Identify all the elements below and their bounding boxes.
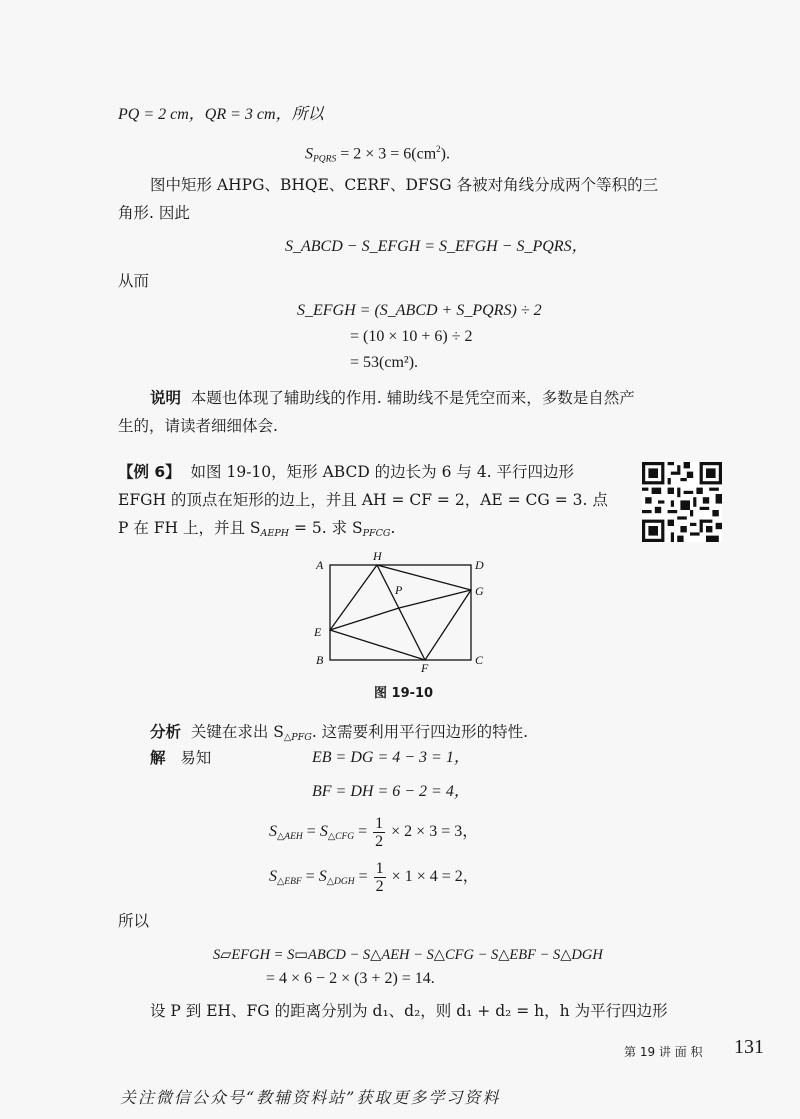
paragraph-rectangles-line2: 角形. 因此 — [118, 204, 190, 222]
label-b: B — [316, 653, 324, 667]
note-label: 说明 — [150, 389, 182, 407]
label-d: D — [475, 558, 484, 572]
fraction-one-half-2: $\frac{1}{2}$ — [375, 859, 384, 895]
label-g: G — [475, 584, 484, 598]
figure-caption: 图 19-10 — [374, 686, 434, 701]
label-p: P — [395, 583, 403, 597]
label-f: F — [421, 661, 429, 675]
fraction-one-half: $\frac{1}{2}$ — [375, 814, 384, 850]
last-line: 设 P 到 EH、FG 的距离分别为 d₁、d₂，则 d₁ + d₂ = h，h 为平行四边形 — [150, 1002, 668, 1020]
text-so: 所以 — [118, 912, 150, 930]
label-a: A — [316, 558, 324, 572]
analysis-label: 分析 — [150, 723, 182, 741]
eq-area-difference: S_ABCD − S_EFGH = S_EFGH − S_PQRS， — [285, 238, 588, 255]
eq-sefgh-3: = 53(cm²). — [350, 354, 419, 371]
note-line1: 说明 本题也体现了辅助线的作用. 辅助线不是凭空而来，多数是自然产 — [150, 389, 635, 407]
label-h: H — [373, 549, 382, 563]
text-therefore: 从而 — [118, 272, 150, 290]
eq-sefgh-1: S_EFGH = (S_ABCD + S_PQRS) ÷ 2 — [297, 302, 542, 319]
example-line1: 【例 6】 如图 19-10，矩形 ABCD 的边长为 6 与 4. 平行四边形 — [118, 463, 575, 481]
example-line2: EFGH 的顶点在矩形的边上，并且 AH = CF = 2，AE = CG = 3. 点 — [118, 491, 608, 509]
chapter-footer: 第 19 讲 面 积 — [624, 1045, 703, 1059]
analysis-line: 分析 关键在求出 $S_{\triangle PFG}$. 这需要利用平行四边形的特性. — [150, 723, 529, 743]
paragraph-rectangles-line1: 图中矩形 AHPG、BHQE、CERF、DFSG 各被对角线分成两个等积的三 — [150, 176, 659, 194]
segment-ep — [330, 608, 399, 630]
eq-bf-dh: BF = DH = 6 − 2 = 4， — [312, 783, 470, 800]
watermark-text: 关注微信公众号“教辅资料站”获取更多学习资料 — [120, 1088, 501, 1107]
label-e: E — [314, 625, 322, 639]
label-c: C — [475, 653, 484, 667]
eq-parallelogram-area: S▱EFGH = S▭ABCD − S△AEH − S△CFG − S△EBF − S△DGH — [213, 947, 603, 963]
example-label: 【例 6】 — [118, 463, 181, 481]
eq-spqrs: $S_{PQRS} = 2 \times 3 = 6(cm^2)$. — [305, 144, 450, 165]
eq-eb-dg: EB = DG = 4 − 3 = 1， — [312, 749, 470, 766]
figure-19-10 — [310, 548, 500, 678]
eq-parallelogram-value: = 4 × 6 − 2 × (3 + 2) = 14. — [266, 970, 435, 987]
line-pq-qr: PQ = 2 cm，QR = 3 cm，所以 — [118, 106, 324, 123]
qr-code-icon[interactable] — [642, 462, 722, 542]
note-line2: 生的，请读者细细体会. — [118, 417, 278, 435]
page-number: 131 — [734, 1036, 764, 1058]
eq-triangle-ebf: $S_{\triangle EBF} = S_{\triangle DGH}$ = $\frac{1}{2}$ × 1 × 4 = 2， — [269, 859, 479, 895]
solution-line1: 解 易知 — [150, 749, 212, 767]
solution-label: 解 — [150, 749, 166, 767]
eq-sefgh-2: = (10 × 10 + 6) ÷ 2 — [350, 328, 473, 345]
example-line3: P 在 FH 上，并且 $S_{AEPH} = 5$. 求 $S_{PFCG}$. — [118, 519, 396, 539]
eq-triangle-aeh: $S_{\triangle AEH} = S_{\triangle CFG}$ = $\frac{1}{2}$ × 2 × 3 = 3， — [269, 814, 479, 850]
